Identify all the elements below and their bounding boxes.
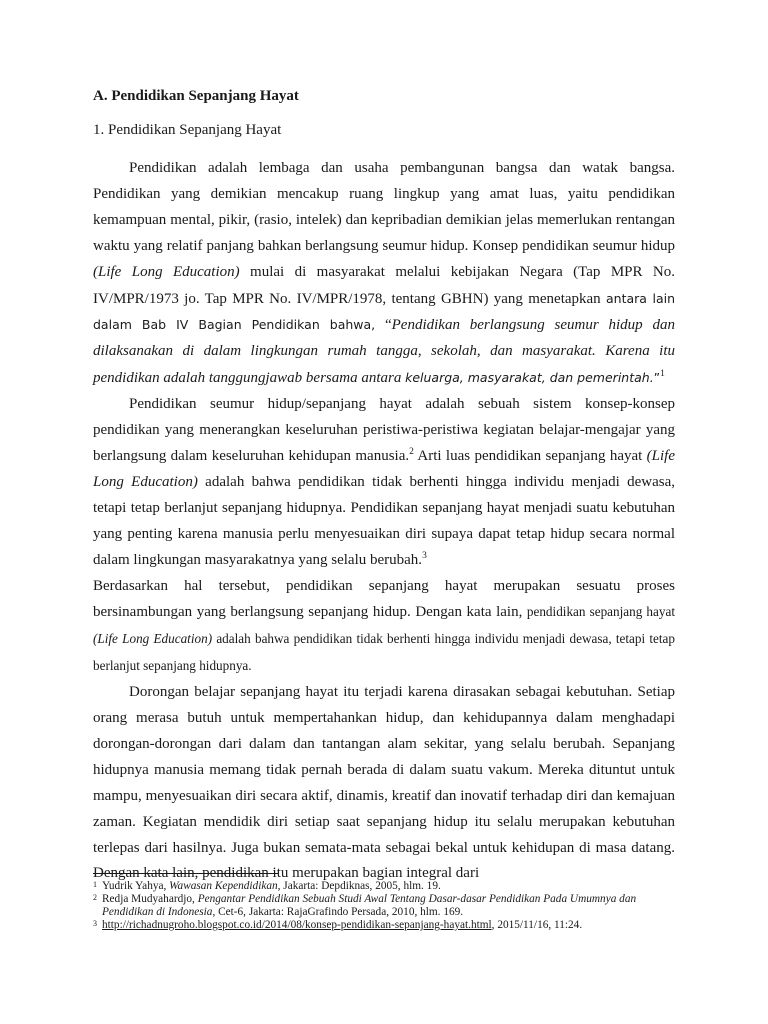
paragraph-4: Dorongan belajar sepanjang hayat itu terjadi karena dirasakan sebagai kebutuhan. Setiap orang merasa butuh untuk mempertahankan hidup, dan kehidupannya dalam menghadapi dorongan-dorongan dari dalam dan tantangan alam sekitar, yang selalu berubah. Sepanjang hidupnya manusia memang tidak pernah berada di dalam suatu vakum. Mereka dituntut untuk mampu, menyesuaikan diri secara aktif, dinamis, kreatif dan inovatif terhadap diri dan kemajuan zaman. Kegiatan mendidik diri setiap saat sepanjang hidup itu selalu merupakan kebutuhan terlepas dari hasilnya. Juga bukan semata-mata sebagai bekal untuk kehidupan di masa datang. Dengan kata lain, pendidikan itu merupakan bagian integral dari <box>93 684 675 882</box>
footnote-publisher: , Cet-6, Jakarta: RajaGrafindo Persada, 2010, hlm. 169. <box>212 906 464 918</box>
p2-italic-term: (Life Long Education) <box>93 447 676 490</box>
footnote-title: Pengantar Pendidikan Sebuah Studi Awal Tentang Dasar-dasar Pendidikan Pada Umumnya dan Pendidikan di Indonesia <box>102 893 637 918</box>
p3-italic-term: (Life Long Education) <box>93 631 213 647</box>
footnote-ref-3[interactable]: 3 <box>422 550 427 561</box>
footnote-link[interactable]: http://richadnugroho.blogspot.co.id/2014/08/konsep-pendidikan-sepanjang-hayat.html <box>102 919 492 931</box>
p1-close-quote: ” <box>653 370 661 386</box>
footnote-separator <box>93 873 279 874</box>
p1-quote-sans: keluarga, masyarakat, dan pemerintah. <box>405 370 654 386</box>
footnote-number: 3 <box>93 919 97 928</box>
p1-italic-term: (Life Long Education) <box>93 263 240 280</box>
footnote-ref-2[interactable]: 2 <box>409 446 414 457</box>
footnote-date: , 2015/11/16, 11:24. <box>491 919 583 931</box>
p3-small-text-2: adalah bahwa pendidikan tidak berhenti hingga individu menjadi dewasa, tetapi tetap berlanjut sepanjang hidupnya. <box>93 631 676 674</box>
p2-text: Pendidikan seumur hidup/sepanjang hayat adalah sebuah sistem konsep-konsep pendidikan yang menerangkan keseluruhan peristiwa-peristiwa kegiatan belajar-mengajar yang berlangsung dalam keseluruhan kehidupan manusia. <box>93 396 675 464</box>
body-text <box>93 156 675 887</box>
p3-small-text: pendidikan sepanjang hayat <box>526 604 675 620</box>
footnote-1 <box>93 880 683 893</box>
footnote-author: Redja Mudyahardjo, <box>102 893 198 905</box>
footnote-2 <box>93 893 683 919</box>
p1-quote: Pendidikan berlangsung seumur hidup dan dilaksanakan di dalam lingkungan rumah tangga, sekolah, dan masyarakat. Karena itu pendidikan adalah tanggungjawab bersama antara <box>93 317 675 387</box>
footnotes <box>93 880 683 932</box>
p3-text: Berdasarkan hal tersebut, pendidikan sepanjang hayat merupakan sesuatu proses bersinambungan yang berlangsung sepanjang hidup. Dengan kata lain, <box>93 577 675 621</box>
p1-sans-text: antara lain dalam Bab IV Bagian Pendidikan bahwa, <box>93 290 676 333</box>
section-heading: A. Pendidikan Sepanjang Hayat <box>93 88 299 104</box>
footnote-author: Yudrik Yahya, <box>102 880 170 892</box>
footnote-number: 2 <box>93 893 97 902</box>
footnote-number: 1 <box>93 880 97 889</box>
paragraph-1 <box>93 156 675 392</box>
footnote-title: Wawasan Kependidikan, <box>169 880 281 892</box>
footnote-3 <box>93 919 683 932</box>
subsection-heading: 1. Pendidikan Sepanjang Hayat <box>93 122 282 138</box>
p1-text-2: mulai di masyarakat melalui kebijakan Negara (Tap MPR No. IV/MPR/1973 jo. Tap MPR No. IV/MPR/1978, tentang GBHN) yang menetapkan <box>93 263 675 307</box>
p1-open-quote: “ <box>375 317 392 334</box>
paragraph-2 <box>93 392 675 573</box>
p1-text: Pendidikan adalah lembaga dan usaha pembangunan bangsa dan watak bangsa. Pendidikan yang demikian mencakup ruang lingkup yang amat luas, yaitu pendidikan kemampuan mental, pikir, (rasio, intelek) dan kepribadian demikian jelas memerlukan rentangan waktu yang relatif panjang bahkan berlangsung seumur hidup. Konsep pendidikan seumur hidup <box>93 160 675 254</box>
p2-text-3: adalah bahwa pendidikan tidak berhenti hingga individu menjadi dewasa, tetapi tetap berlanjut sepanjang hidupnya. Pendidikan sepanjang hayat menjadi suatu kebutuhan yang penting karena manusia perlu menyesuaikan diri supaya dapat tetap hidup secara normal dalam lingkungan masyarakatnya yang selalu berubah. <box>93 473 675 568</box>
paragraph-3 <box>93 574 675 681</box>
footnote-publisher: Jakarta: Depdiknas, 2005, hlm. 19. <box>280 880 441 892</box>
footnote-ref-1[interactable]: 1 <box>660 369 665 380</box>
p2-text-2: Arti luas pendidikan sepanjang hayat <box>413 447 647 464</box>
